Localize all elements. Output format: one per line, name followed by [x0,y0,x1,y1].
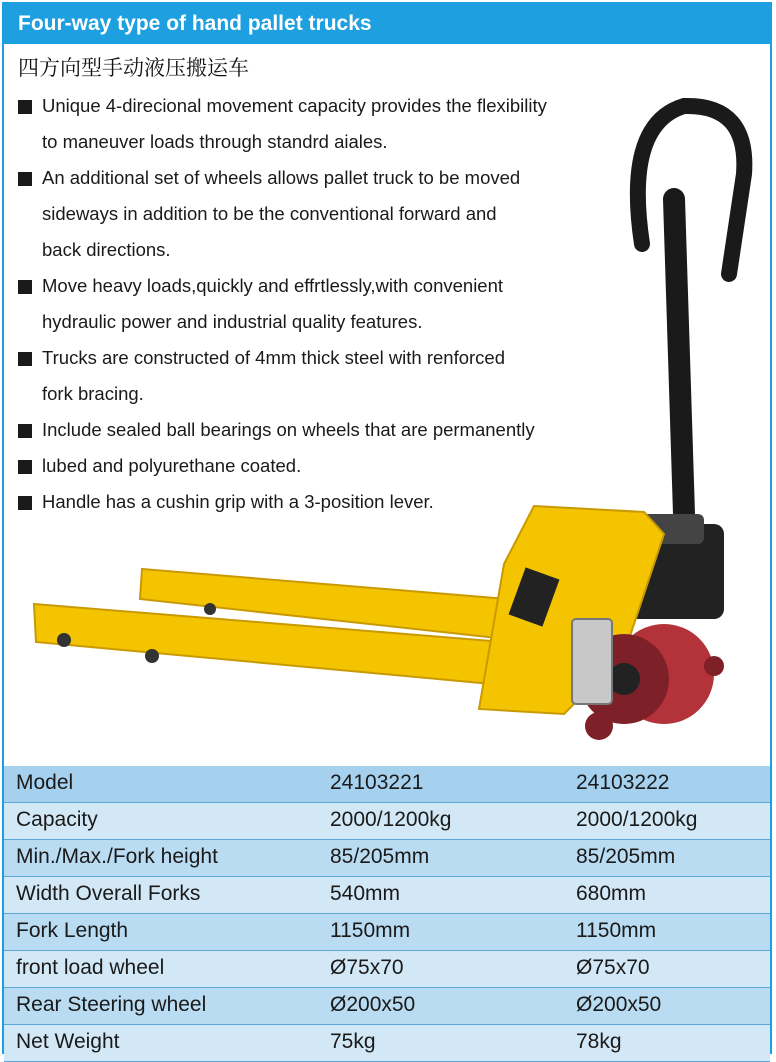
table-cell: Ø200x50 [330,993,416,1016]
feature-line: An additional set of wheels allows pallet truck to be moved [42,167,521,188]
feature-line: Unique 4-direcional movement capacity provides the flexibility [42,95,547,116]
bullet-square-icon [18,172,32,186]
feature-item [16,160,636,268]
table-cell: Ø75x70 [330,956,404,979]
page-title: Four-way type of hand pallet trucks [18,12,372,35]
table-row [4,877,770,914]
spec-table [4,766,770,1062]
feature-line: sideways in addition to be the conventional forward and [42,203,497,224]
table-cell: Rear Steering wheel [16,993,207,1016]
feature-line: Trucks are constructed of 4mm thick steel with renforced [42,347,506,368]
feature-item [16,268,636,340]
bullet-square-icon [18,352,32,366]
feature-line: Move heavy loads,quickly and effrtlessly,with convenient [42,275,504,296]
table-cell: 78kg [576,1030,622,1053]
table-cell: 85/205mm [330,845,430,868]
table-cell: 540mm [330,882,401,905]
feature-list [16,88,636,520]
feature-item [16,448,636,484]
table-cell: 680mm [576,882,647,905]
table-cell: 24103221 [330,771,424,794]
table-cell: Capacity [16,808,98,831]
table-cell: 2000/1200kg [330,808,452,831]
table-cell: 24103222 [576,771,670,794]
bullet-square-icon [18,496,32,510]
table-cell: Ø75x70 [576,956,650,979]
table-row [4,951,770,988]
table-cell: Fork Length [16,919,129,942]
table-row [4,1025,770,1062]
bullet-square-icon [18,424,32,438]
feature-item [16,484,636,520]
feature-line: lubed and polyurethane coated. [42,455,302,476]
bullet-square-icon [18,280,32,294]
feature-item [16,340,636,412]
feature-line: fork bracing. [42,383,144,404]
feature-line: Include sealed ball bearings on wheels that are permanently [42,419,535,440]
table-cell: Width Overall Forks [16,882,201,905]
table-row [4,803,770,840]
table-cell: Model [16,771,74,794]
bullet-square-icon [18,460,32,474]
table-header-row [4,766,770,803]
feature-line: to maneuver loads through standrd aiales. [42,131,388,152]
table-cell: Ø200x50 [576,993,662,1016]
feature-line: back directions. [42,239,171,260]
table-row [4,988,770,1025]
feature-item [16,88,636,160]
table-cell: front load wheel [16,956,165,979]
feature-line: Handle has a cushin grip with a 3-position lever. [42,491,434,512]
title-bar [4,4,770,44]
table-cell: 75kg [330,1030,376,1053]
table-row [4,840,770,877]
feature-line: hydraulic power and industrial quality features. [42,311,423,332]
table-cell: Net Weight [16,1030,120,1053]
table-cell: 1150mm [330,919,411,942]
table-row [4,914,770,951]
table-cell: 85/205mm [576,845,676,868]
chinese-subtitle: 四方向型手动液压搬运车 [18,56,249,80]
table-cell: Min./Max./Fork height [16,845,218,868]
feature-item [16,412,636,448]
table-cell: 2000/1200kg [576,808,698,831]
table-cell: 1150mm [576,919,657,942]
bullet-square-icon [18,100,32,114]
